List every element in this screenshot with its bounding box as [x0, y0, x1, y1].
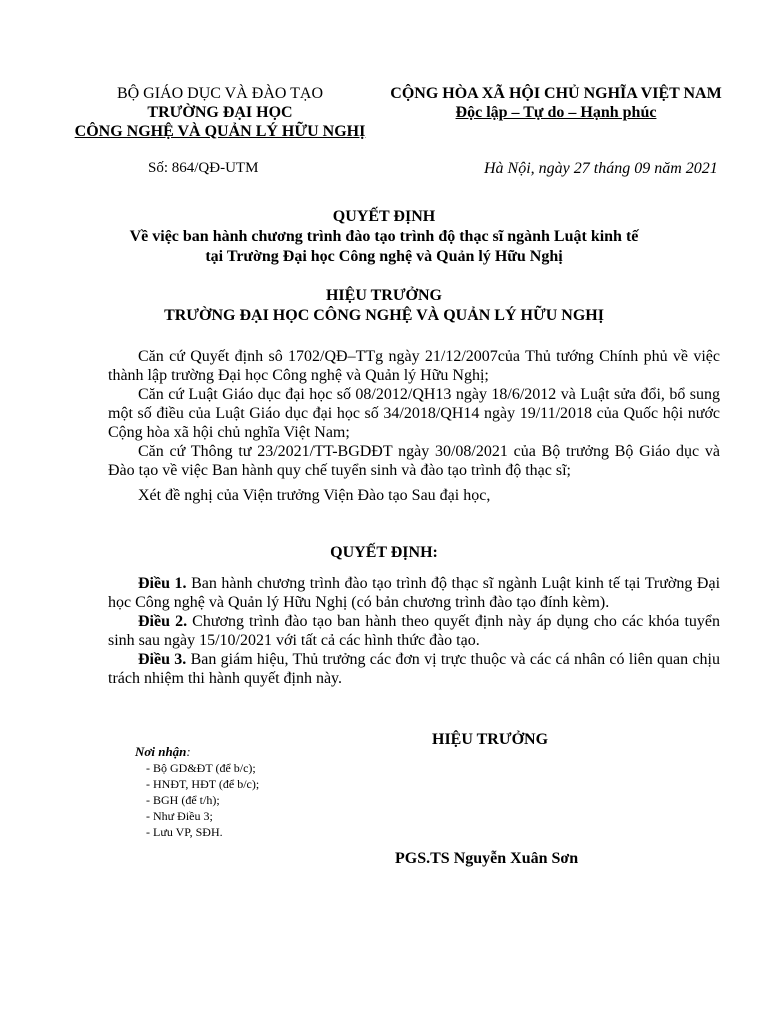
recipients-label-text: Nơi nhận — [135, 744, 187, 759]
preamble-paragraph: Căn cứ Quyết định sô 1702/QĐ–TTg ngày 21/12/2007của Thủ tướng Chính phủ về việc thành lập trường Đại học Công nghệ và Quản lý Hữu Nghị; — [108, 348, 720, 384]
issuer-block — [52, 84, 388, 141]
national-header — [388, 84, 724, 122]
articles — [108, 574, 720, 688]
preamble-paragraph: Xét đề nghị của Viện trưởng Viện Đào tạo Sau đại học, — [138, 487, 491, 504]
country-name: CỘNG HÒA XÃ HỘI CHỦ NGHĨA VIỆT NAM — [390, 85, 722, 102]
issue-date: Hà Nội, ngày 27 tháng 09 năm 2021 — [484, 160, 718, 177]
preamble-paragraph: Căn cứ Luật Giáo dục đại học số 08/2012/QH13 ngày 18/6/2012 và Luật sửa đổi, bổ sung một số điều của Luật Giáo dục đại học số 34/2018/QH14 ngày 19/11/2018 của Quốc hội nước Cộng hòa xã hội chủ nghĩa Việt Nam; — [108, 386, 720, 441]
signer-name: PGS.TS Nguyễn Xuân Sơn — [395, 850, 579, 867]
recipients-block — [135, 744, 259, 840]
authority-block — [60, 286, 708, 326]
national-motto: Độc lập – Tự do – Hạnh phúc — [455, 104, 657, 121]
title-heading: QUYẾT ĐỊNH — [332, 208, 436, 225]
recipient-item: - Lưu VP, SĐH. — [146, 825, 223, 839]
article-text: Ban hành chương trình đào tạo trình độ thạc sĩ ngành Luật kinh tế tại Trường Đại học Công nghệ và Quản lý Hữu Nghị (có bản chương trình đào tạo đính kèm). — [108, 575, 721, 611]
recipient-item: - HNĐT, HĐT (để b/c); — [146, 777, 260, 791]
decision-heading: QUYẾT ĐỊNH: — [330, 544, 438, 561]
article-1 — [108, 574, 720, 612]
preamble-paragraph: Căn cứ Thông tư 23/2021/TT-BGDĐT ngày 30/08/2021 của Bộ trưởng Bộ Giáo dục và Đào tạo về việc Ban hành quy chế tuyển sinh và đào tạo trình độ thạc sĩ; — [108, 443, 720, 479]
document-number: Số: 864/QĐ-UTM — [148, 160, 259, 176]
article-2 — [108, 612, 720, 650]
recipients-label — [135, 744, 259, 760]
recipient-item: - Như Điều 3; — [146, 809, 213, 823]
article-3 — [108, 650, 720, 688]
title-subject-line2: tại Trường Đại học Công nghệ và Quản lý Hữu Nghị — [205, 248, 563, 265]
preamble — [108, 347, 720, 505]
recipients-label-colon: : — [186, 744, 191, 759]
recipient-item: - BGH (để t/h); — [146, 793, 220, 807]
article-label: Điều 1. — [138, 575, 187, 592]
authority-line1: HIỆU TRƯỞNG — [325, 287, 442, 304]
title-subject-line1: Về việc ban hành chương trình đào tạo trình độ thạc sĩ ngành Luật kinh tế — [129, 228, 639, 245]
recipient-item: - Bộ GD&ĐT (để b/c); — [146, 761, 256, 775]
signature-title: HIỆU TRƯỞNG — [432, 731, 549, 748]
document-title — [60, 207, 708, 267]
article-label: Điều 3. — [138, 651, 187, 668]
ministry-name: BỘ GIÁO DỤC VÀ ĐÀO TẠO — [116, 85, 324, 102]
school-name-line1: TRƯỜNG ĐẠI HỌC — [147, 104, 293, 121]
authority-line2: TRƯỜNG ĐẠI HỌC CÔNG NGHỆ VÀ QUẢN LÝ HỮU NGHỊ — [164, 307, 604, 324]
school-name-line2: CÔNG NGHỆ VÀ QUẢN LÝ HỮU NGHỊ — [74, 123, 366, 140]
article-text: Ban giám hiệu, Thủ trưởng các đơn vị trực thuộc và các cá nhân có liên quan chịu trách nhiệm thi hành quyết định này. — [108, 651, 720, 687]
article-label: Điều 2. — [138, 613, 188, 630]
article-text: Chương trình đào tạo ban hành theo quyết định này áp dụng cho các khóa tuyển sinh sau ngày 15/10/2021 với tất cả các hình thức đào tạo. — [108, 613, 720, 649]
